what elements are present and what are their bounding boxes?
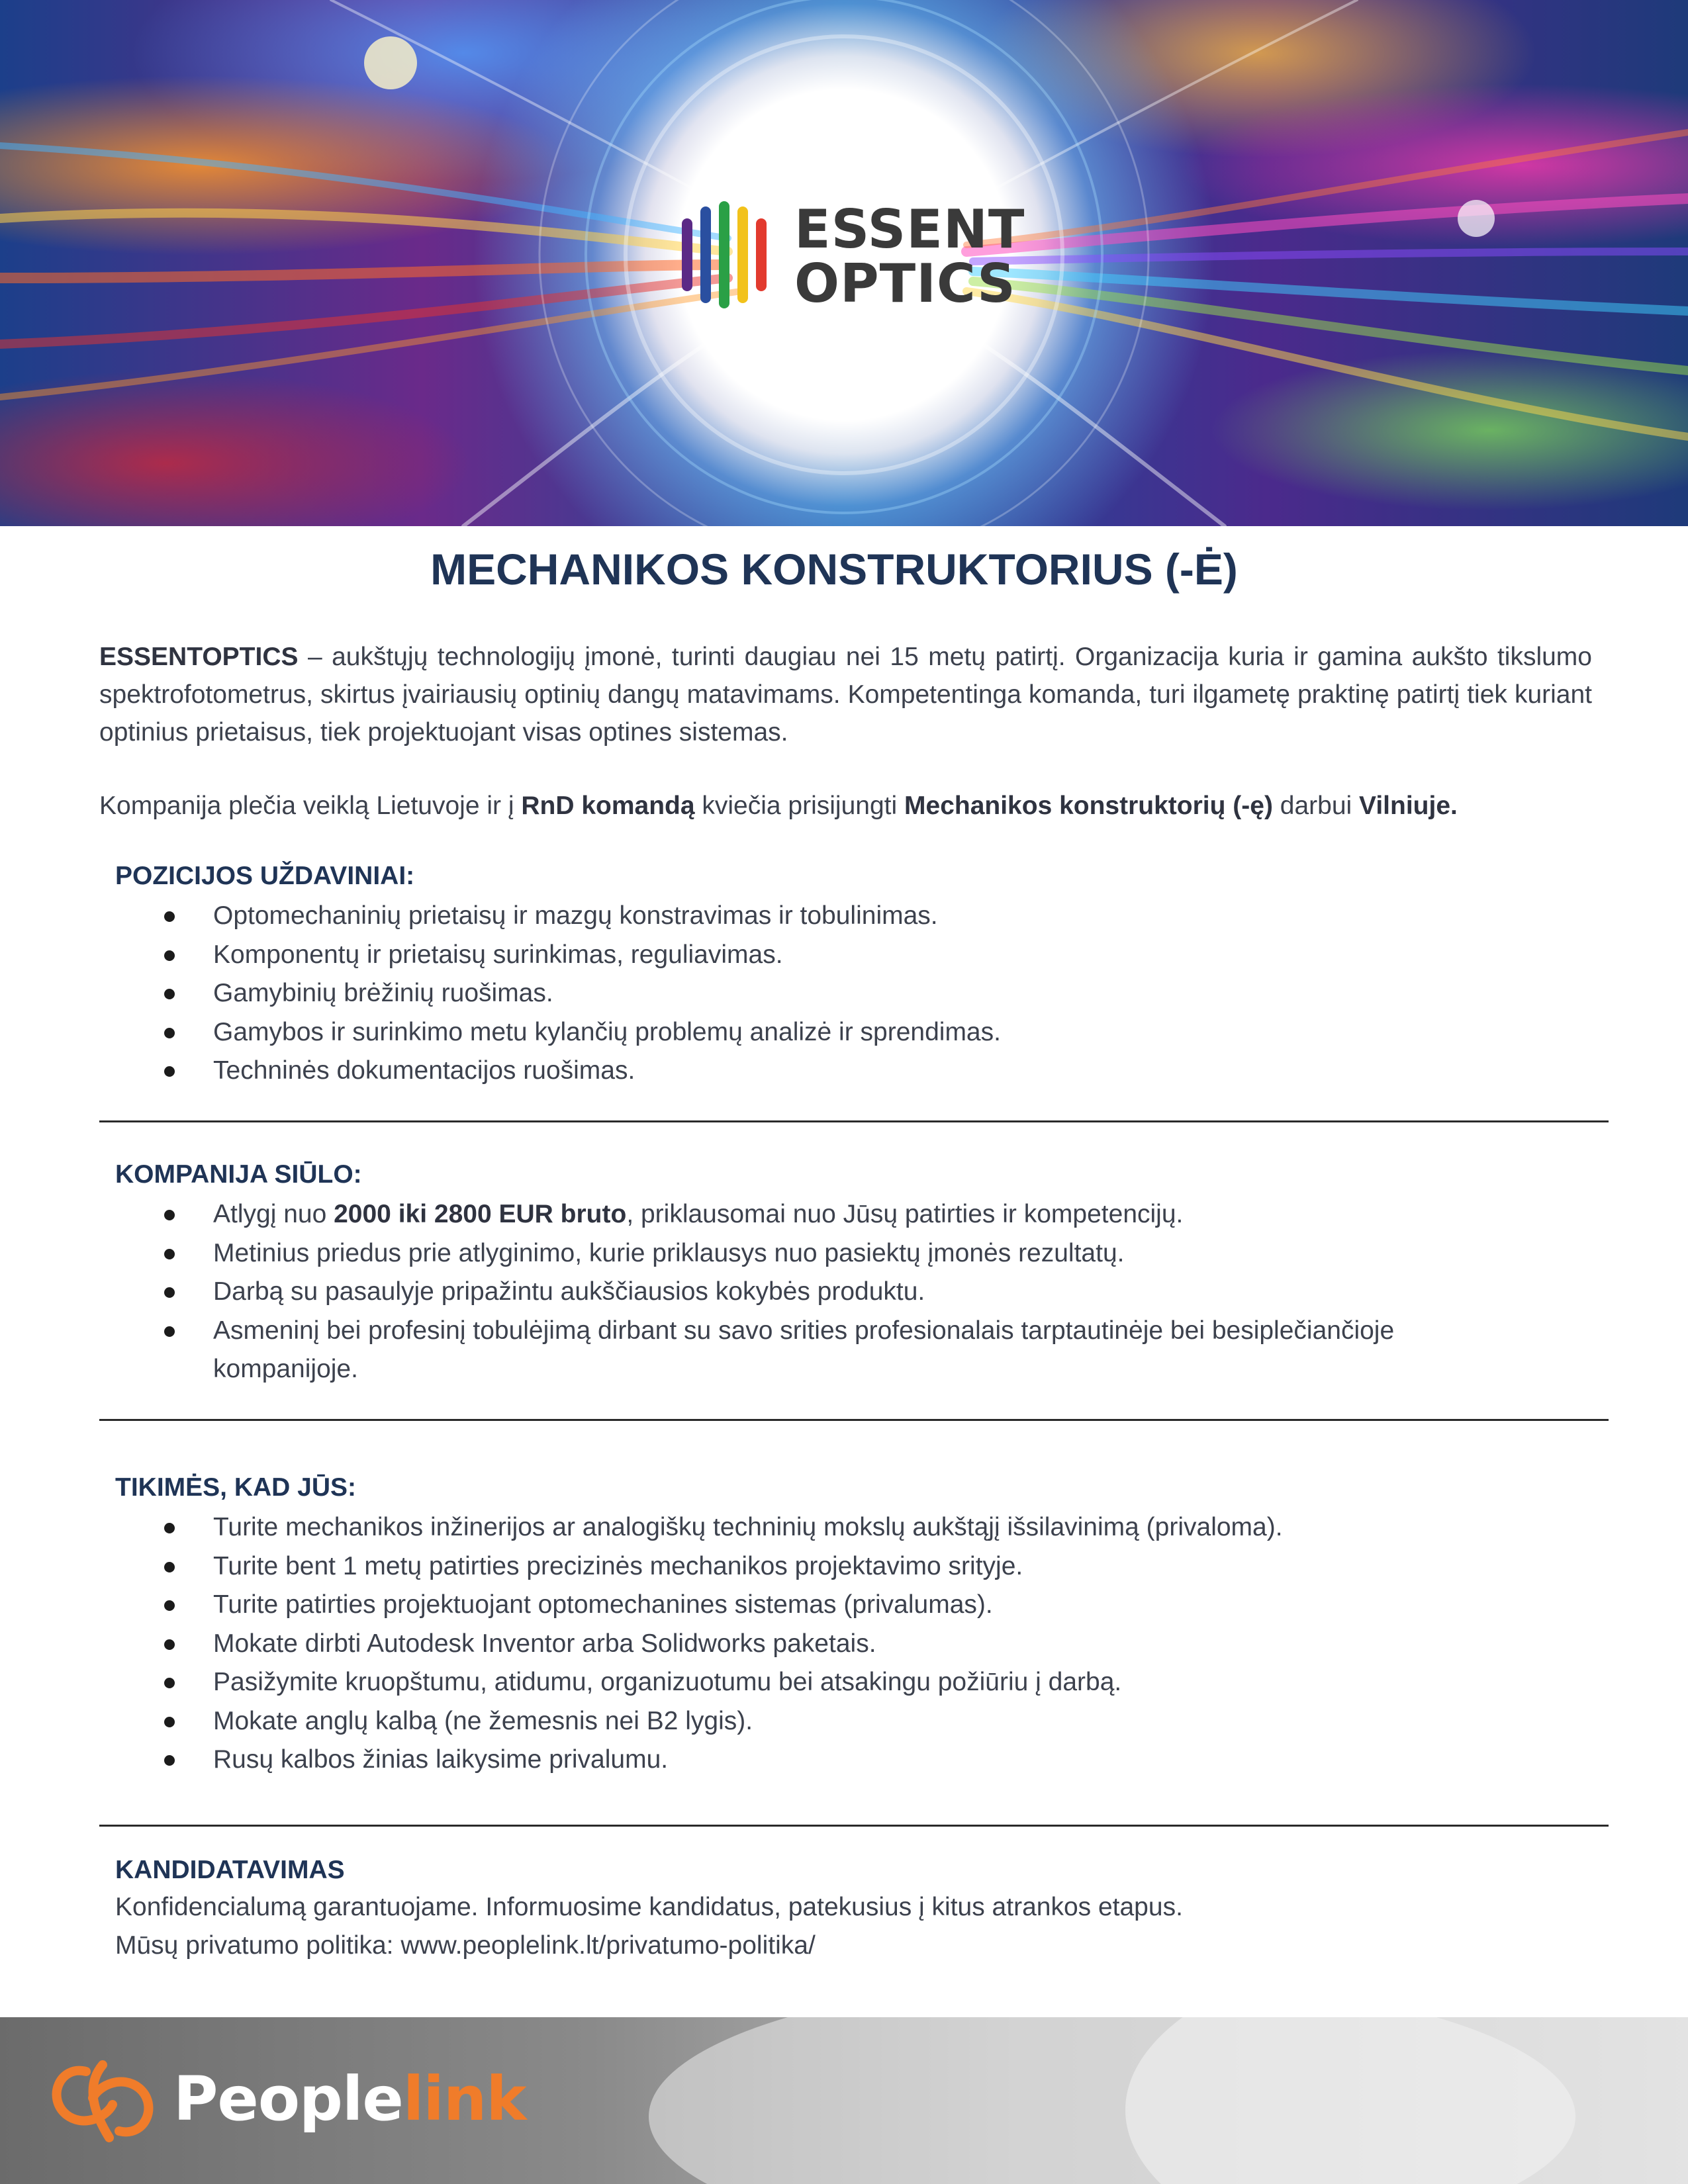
offer-list	[115, 1195, 1519, 1389]
salary-text-post: , priklausomai nuo Jūsų patirties ir kompetencijų.	[626, 1200, 1184, 1228]
requirements-list	[115, 1508, 1519, 1780]
list-item: Mokate dirbti Autodesk Inventor arba Solidworks paketais.	[115, 1625, 1519, 1664]
list-item	[115, 1195, 1519, 1234]
list-item: Rusų kalbos žinias laikysime privalumu.	[115, 1741, 1519, 1780]
logo-line-1: ESSENT	[794, 199, 1025, 260]
brand-part-2: link	[402, 2064, 526, 2134]
tasks-list	[115, 897, 1519, 1091]
offer-heading: KOMPANIJA SIŪLO:	[115, 1160, 362, 1189]
list-item: Turite patirties projektuojant optomechanines sistemas (privalumas).	[115, 1586, 1519, 1625]
candidacy-heading: KANDIDATAVIMAS	[115, 1856, 345, 1884]
section-divider	[99, 1419, 1609, 1421]
tasks-heading: POZICIJOS UŽDAVINIAI:	[115, 862, 415, 890]
list-item: Turite bent 1 metų patirties precizinės mechanikos projektavimo srityje.	[115, 1547, 1519, 1586]
logo-bars-icon	[669, 199, 781, 311]
expansion-text-3: darbui	[1272, 792, 1360, 820]
footer-decoration	[1125, 2017, 1688, 2184]
expansion-text-1: Kompanija plečia veiklą Lietuvoje ir į	[99, 792, 522, 820]
list-item: Darbą su pasaulyje pripažintu aukščiausios kokybės produktu.	[115, 1273, 1519, 1312]
list-item: Mokate anglų kalbą (ne žemesnis nei B2 lygis).	[115, 1702, 1519, 1741]
list-item: Turite mechanikos inžinerijos ar analogiškų techninių mokslų aukštąjį išsilavinimą (privaloma).	[115, 1508, 1519, 1547]
list-item: Optomechaninių prietaisų ir mazgų konstravimas ir tobulinimas.	[115, 897, 1519, 936]
list-item: Gamybos ir surinkimo metu kylančių problemų analizė ir sprendimas.	[115, 1013, 1519, 1052]
footer-banner	[0, 2017, 1688, 2184]
requirements-heading: TIKIMĖS, KAD JŪS:	[115, 1473, 357, 1502]
logo-line-2: OPTICS	[794, 253, 1016, 314]
team-name: RnD komandą	[521, 792, 695, 820]
header-banner	[0, 0, 1688, 526]
privacy-policy-text: Mūsų privatumo politika: www.peoplelink.lt/privatumo-politika/	[115, 1931, 816, 1960]
list-item: Gamybinių brėžinių ruošimas.	[115, 974, 1519, 1013]
company-name: ESSENTOPTICS	[99, 643, 299, 671]
section-divider	[99, 1120, 1609, 1122]
list-item: Pasižymite kruopštumu, atidumu, organizuotumu bei atsakingu požiūriu į darbą.	[115, 1663, 1519, 1702]
peoplelink-logo-icon	[40, 2045, 165, 2158]
expansion-paragraph	[99, 787, 1592, 825]
essent-optics-logo	[669, 199, 1025, 314]
list-item: Techninės dokumentacijos ruošimas.	[115, 1052, 1519, 1091]
intro-paragraph	[99, 638, 1592, 751]
salary-text-pre: Atlygį nuo	[213, 1200, 334, 1228]
location-name: Vilniuje.	[1359, 792, 1458, 820]
intro-text: – aukštųjų technologijų įmonė, turinti daugiau nei 15 metų patirtį. Organizacija kuria ir gamina aukšto tikslumo spektrofotometrus, skirtus įvairiausių optinių dangų matavimams. Kompetentinga komanda, turi ilgametę praktinę patirtį tiek kuriant optinius prietaisus, tiek projektuojant visas optines sistemas.	[99, 643, 1592, 747]
logo-wordmark	[794, 199, 1025, 314]
list-item: Metinius priedus prie atlyginimo, kurie priklausys nuo pasiektų įmonės rezultatų.	[115, 1234, 1519, 1273]
salary-range: 2000 iki 2800 EUR bruto	[334, 1200, 627, 1228]
confidentiality-text: Konfidencialumą garantuojame. Informuosime kandidatus, patekusius į kitus atrankos etapus.	[115, 1893, 1183, 1921]
list-item: Asmeninį bei profesinį tobulėjimą dirbant su savo srities profesionalais tarptautinėje bei besiplečiančioje kompanijoje.	[115, 1312, 1519, 1389]
expansion-text-2: kviečia prisijungti	[694, 792, 905, 820]
peoplelink-wordmark	[173, 2064, 526, 2134]
position-name: Mechanikos konstruktorių (-ę)	[904, 792, 1273, 820]
section-divider	[99, 1825, 1609, 1827]
list-item: Komponentų ir prietaisų surinkimas, reguliavimas.	[115, 936, 1519, 975]
job-title: MECHANIKOS KONSTRUKTORIUS (-Ė)	[430, 545, 1238, 594]
brand-part-1: People	[173, 2064, 403, 2134]
